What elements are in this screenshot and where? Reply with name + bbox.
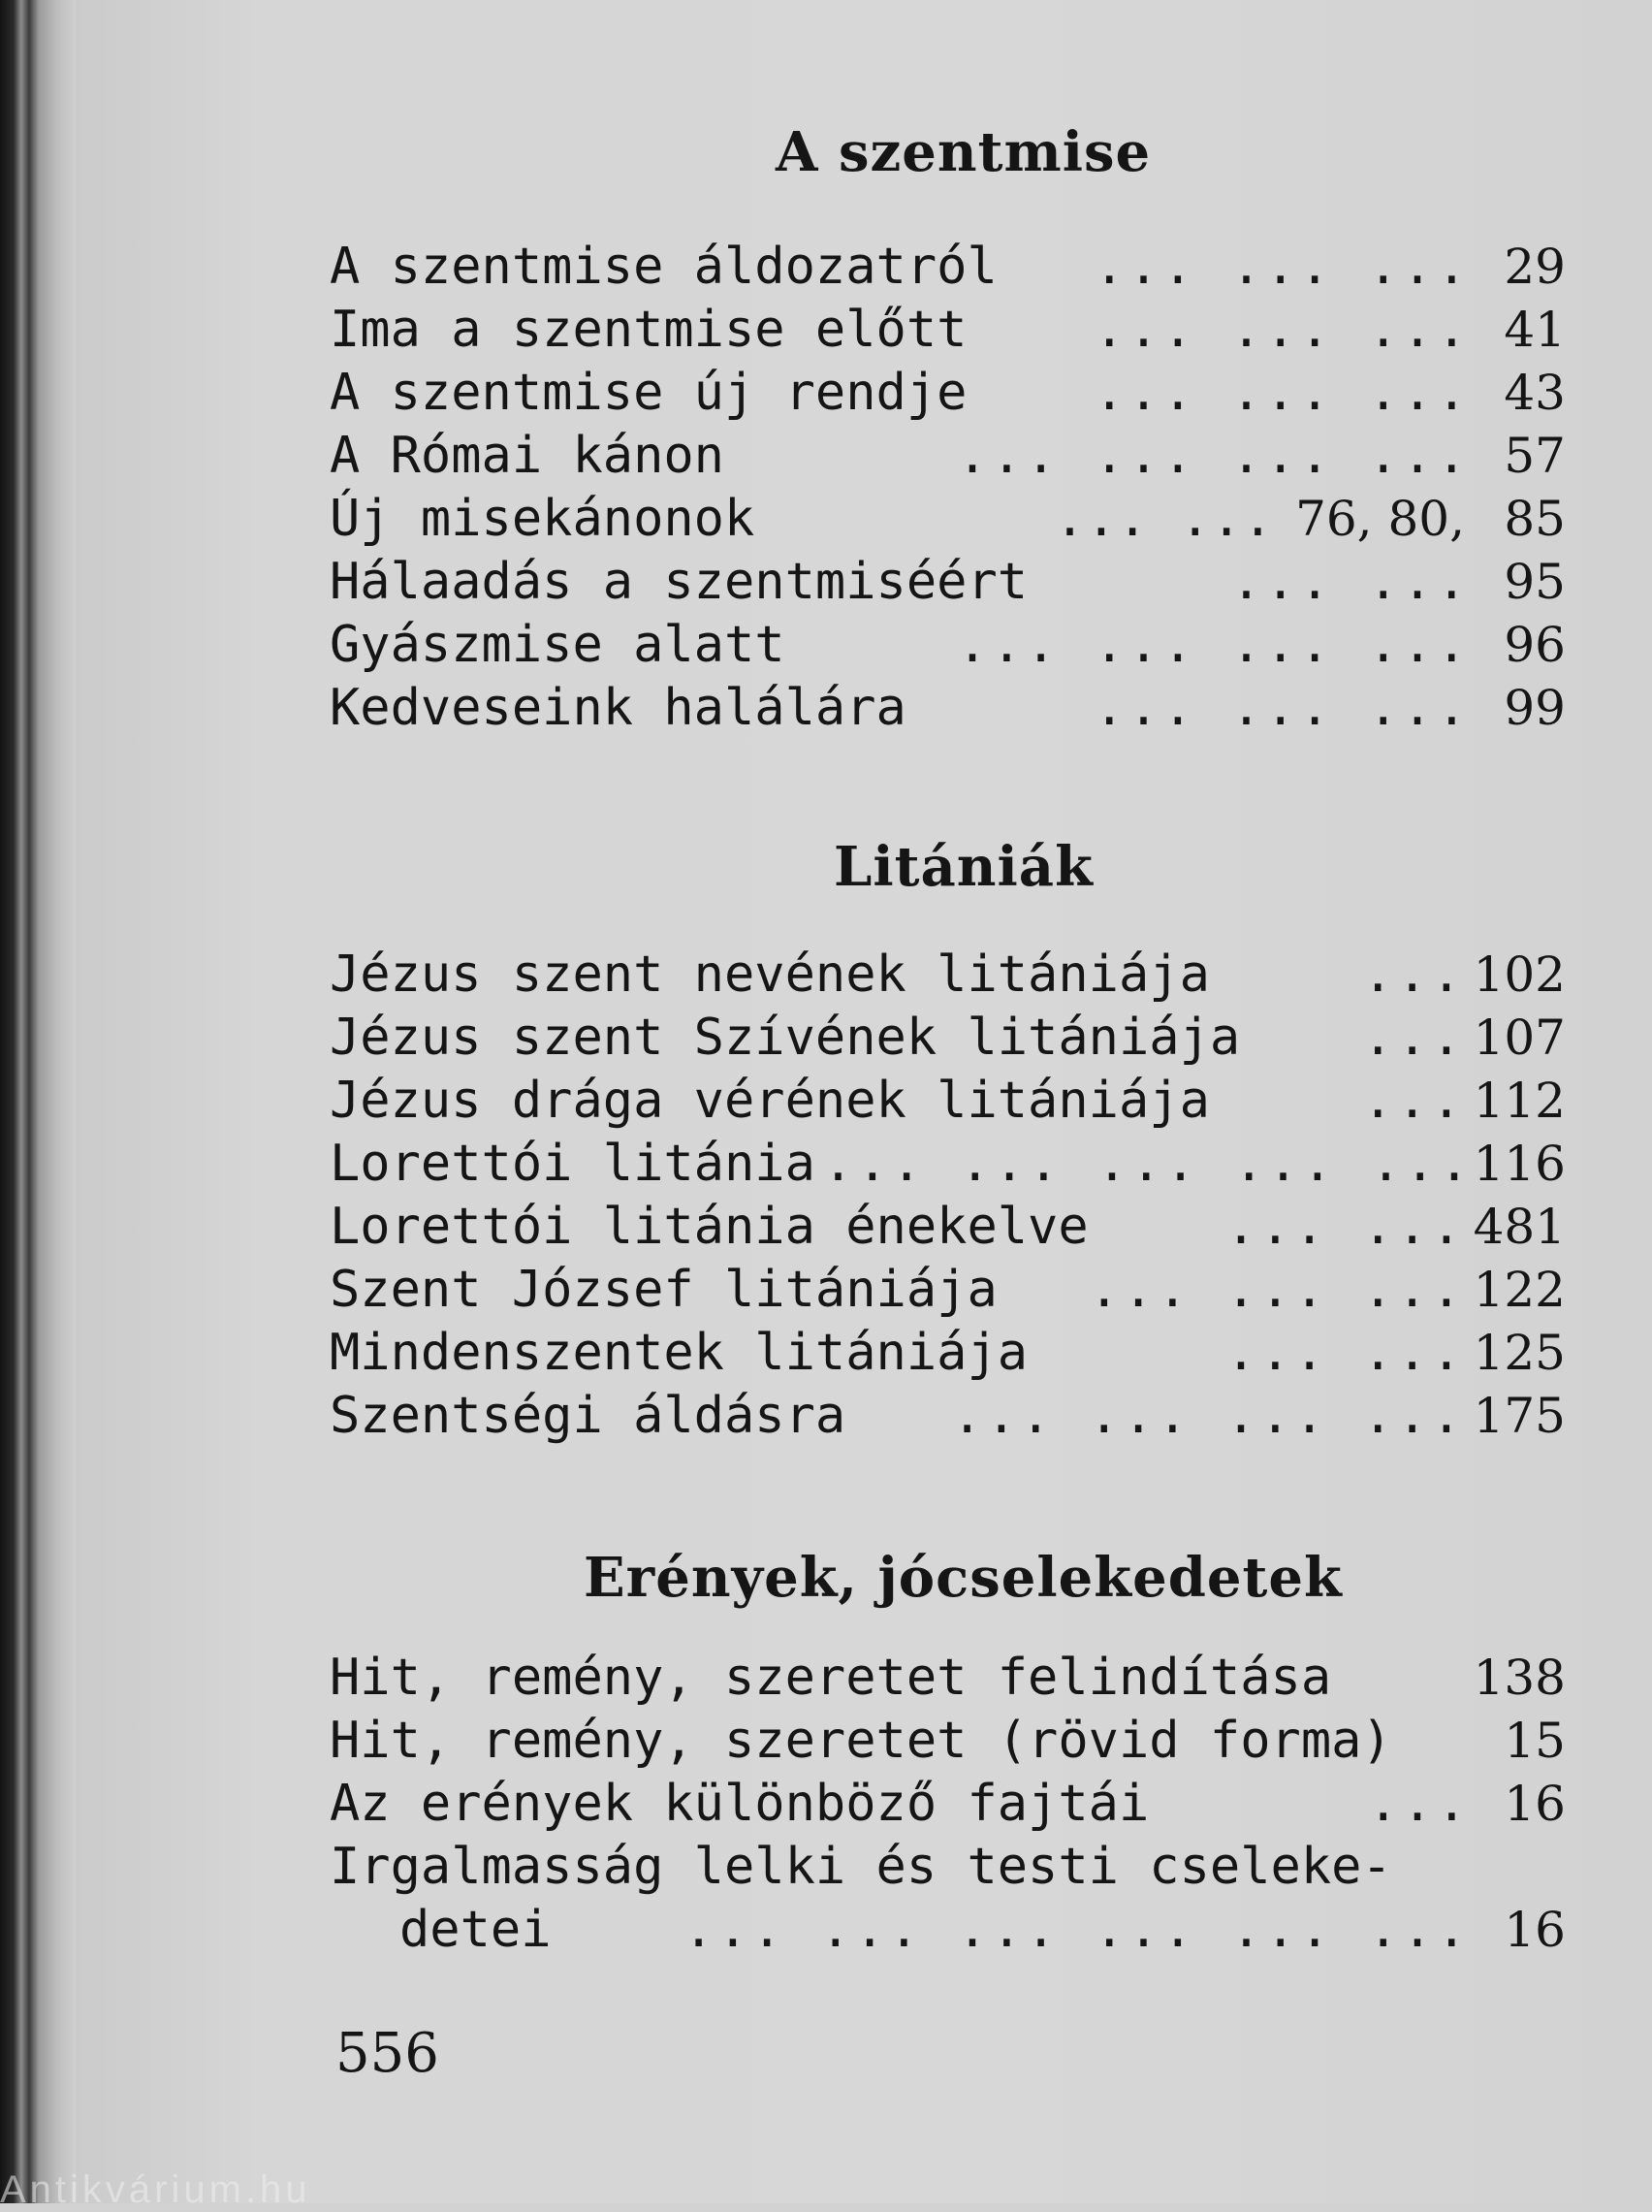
entry-page: 41 <box>1504 302 1566 358</box>
toc-entry <box>330 490 1566 554</box>
entry-page: 138 <box>1473 1650 1566 1706</box>
entry-title: Jézus szent Szívének litániája <box>330 1009 1241 1067</box>
leader-dots: ... ... <box>1054 490 1275 548</box>
leader-dots: ... ... ... <box>1094 301 1471 359</box>
entry-title: Hálaadás a szentmiséért <box>330 553 1029 611</box>
book-spine <box>0 0 76 2203</box>
entry-page: 107 <box>1473 1010 1566 1066</box>
entry-page: 15 <box>1504 1713 1566 1769</box>
entry-title: Mindenszentek litániája <box>330 1324 1029 1382</box>
entry-page: 481 <box>1473 1199 1566 1255</box>
toc-entry <box>330 616 1566 680</box>
entry-page: 116 <box>1473 1136 1566 1192</box>
entry-page: 43 <box>1504 365 1566 421</box>
leader-dots: ... ... ... <box>1094 238 1471 296</box>
toc-entry <box>330 1387 1566 1451</box>
toc-entry <box>330 238 1566 302</box>
toc-entry <box>330 1009 1566 1073</box>
entry-page: 99 <box>1504 680 1566 736</box>
entry-page: 125 <box>1473 1325 1566 1381</box>
toc-entry-continuation <box>399 1901 1566 1965</box>
toc-entry <box>330 1649 1566 1713</box>
entry-title: Kedveseink halálára <box>330 679 906 737</box>
entry-title: Ima a szentmise előtt <box>330 301 968 359</box>
leader-dots: ... ... ... ... <box>957 616 1471 674</box>
leader-dots: ... ... ... <box>1089 1261 1466 1319</box>
toc-entry <box>330 364 1566 428</box>
toc-entry <box>330 1324 1566 1388</box>
leader-dots: ... ... ... ... <box>951 1387 1466 1445</box>
entry-title: detei <box>399 1901 552 1959</box>
entry-title: A szentmise új rendje <box>330 364 968 422</box>
entry-title: Új misekánonok <box>330 490 755 548</box>
entry-title: Szentségi áldásra <box>330 1387 846 1445</box>
toc-entry <box>330 1712 1566 1776</box>
leader-dots: ... ... <box>1225 1324 1466 1382</box>
entry-title: Irgalmasság lelki és testi cseleke- <box>330 1838 1392 1896</box>
leader-dots: ... ... ... ... ... ... <box>683 1901 1471 1959</box>
entry-page: 112 <box>1473 1073 1566 1129</box>
entry-page: 96 <box>1504 617 1566 673</box>
entry-page: 57 <box>1504 428 1566 484</box>
entry-title: A Római kánon <box>330 427 724 485</box>
entry-title: Lorettói litánia <box>330 1135 815 1193</box>
entry-title: Hit, remény, szeretet felindítása <box>330 1649 1332 1707</box>
leader-dots: ... ... ... <box>1094 364 1471 422</box>
entry-page: 102 <box>1473 946 1566 1003</box>
entry-title: Hit, remény, szeretet (rövid forma) <box>330 1712 1392 1770</box>
section-heading-szentmise: A szentmise <box>776 120 1152 184</box>
entry-page: 29 <box>1504 239 1566 295</box>
toc-entry <box>330 1775 1566 1839</box>
section-heading-litaniak: Litániák <box>834 835 1094 899</box>
toc-entry <box>330 553 1566 617</box>
leader-dots: ... <box>1362 1009 1466 1067</box>
leader-dots: ... ... <box>1230 553 1471 611</box>
leader-dots: ... ... <box>1225 1198 1466 1256</box>
watermark: Antikvárium.hu <box>0 2168 311 2211</box>
toc-entry <box>330 1072 1566 1136</box>
leader-dots: ... <box>1362 1072 1466 1130</box>
entry-title: Az erények különböző fajtái <box>330 1775 1150 1833</box>
leader-dots: ... <box>1368 1775 1471 1833</box>
entry-title: Jézus szent nevének litániája <box>330 946 1210 1004</box>
toc-entry <box>330 1198 1566 1262</box>
entry-page: 175 <box>1473 1388 1566 1444</box>
leader-dots: ... <box>1362 946 1466 1004</box>
leader-dots: ... ... ... ... <box>957 427 1471 485</box>
toc-entry <box>330 1261 1566 1325</box>
page-number: 556 <box>335 2022 439 2085</box>
toc-entry <box>330 427 1566 491</box>
entry-page: 122 <box>1473 1262 1566 1318</box>
entry-page: 16 <box>1504 1902 1566 1958</box>
entry-refs: 76, 80, <box>1295 491 1465 547</box>
toc-entry <box>330 1135 1566 1199</box>
toc-entry <box>330 301 1566 365</box>
leader-dots: ... ... ... <box>1094 679 1471 737</box>
toc-entry <box>330 946 1566 1010</box>
toc-entry <box>330 679 1566 743</box>
toc-entry <box>330 1838 1566 1902</box>
entry-page: 95 <box>1504 554 1566 610</box>
section-heading-erenyek: Erények, jócselekedetek <box>584 1546 1343 1610</box>
entry-page: 16 <box>1504 1776 1566 1832</box>
leader-dots: ... ... ... ... ... <box>822 1135 1474 1193</box>
entry-title: Jézus drága vérének litániája <box>330 1072 1210 1130</box>
entry-title: Lorettói litánia énekelve <box>330 1198 1089 1256</box>
entry-page: 85 <box>1504 491 1566 547</box>
entry-title: Szent József litániája <box>330 1261 998 1319</box>
entry-title: Gyászmise alatt <box>330 616 785 674</box>
entry-title: A szentmise áldozatról <box>330 238 998 296</box>
